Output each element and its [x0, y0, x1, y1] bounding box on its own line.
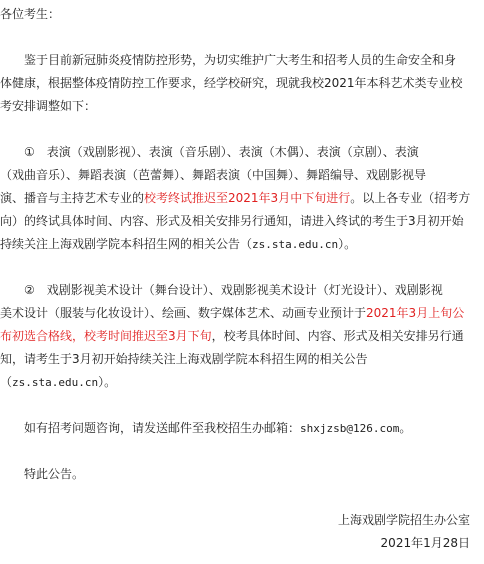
signature-org: 上海戏剧学院招生办公室 — [337, 513, 470, 527]
item2-highlight-b: 布初选合格线，校考时间推迟至3月下旬 — [0, 329, 212, 343]
item1-line-2: （戏曲音乐）、舞蹈表演（芭蕾舞）、舞蹈表演（中国舞）、舞蹈编导、戏剧影视导 — [0, 168, 427, 182]
contact-line — [0, 420, 411, 437]
item1-line-4: 向）的终试具体时间、内容、形式及相关安排另行通知，请进入终试的考生于3月初开始 — [0, 214, 464, 228]
item1-line-3-tail: 。以上各专业（招考方 — [350, 191, 471, 205]
contact-text: 如有招考问题咨询，请发送邮件至我校招生办邮箱： — [0, 421, 301, 435]
intro-line-3: 考安排调整如下： — [0, 99, 97, 113]
item2-line-3 — [0, 328, 464, 344]
intro-line-2: 体健康，根据整体疫情防控工作要求，经学校研究，现就我校2021年本科艺术类专业校 — [0, 76, 463, 90]
greeting: 各位考生： — [0, 7, 61, 21]
item2-line-4: 知，请考生于3月初开始持续关注上海戏剧学院本科招生网的相关公告 — [0, 352, 368, 366]
intro-line-1: 鉴于目前新冠肺炎疫情防控形势，为切实维护广大考生和招考人员的生命安全和身 — [0, 53, 457, 67]
item2-line-3-tail: ，校考具体时间、内容、形式及相关安排另行通 — [211, 329, 464, 343]
signature-date: 2021年1月28日 — [380, 536, 470, 550]
contact-tail: 。 — [399, 421, 412, 435]
item1-line-5-text: 持续关注上海戏剧学院本科招生网的相关公告（ — [0, 237, 253, 251]
item1-url-link[interactable]: zs.sta.edu.cn — [252, 238, 339, 251]
item1-highlight: 校考终试推迟至2021年3月中下旬进行 — [144, 191, 351, 205]
item2-line-5-tail: ）。 — [98, 375, 117, 389]
contact-email-link[interactable]: shxjzsb@126.com — [300, 422, 400, 435]
item1-line-3 — [0, 190, 470, 206]
item2-line-1: ② 戏剧影视美术设计（舞台设计）、戏剧影视美术设计（灯光设计）、戏剧影视 — [0, 283, 443, 297]
item1-line-3-text: 演、播音与主持艺术专业的 — [0, 191, 145, 205]
item2-line-5-open: （ — [0, 375, 13, 389]
item1-line-5-tail: ）。 — [338, 237, 357, 251]
closing-line: 特此公告。 — [0, 467, 85, 481]
item2-url-link[interactable]: zs.sta.edu.cn — [12, 376, 99, 389]
item2-line-2-text: 美术设计（服装与化妆设计）、绘画、数字媒体艺术、动画专业预计于 — [0, 306, 367, 320]
item2-line-5 — [0, 374, 116, 391]
item1-line-5 — [0, 236, 356, 253]
item2-highlight-a: 2021年3月上旬公 — [366, 306, 465, 320]
item2-line-2 — [0, 305, 464, 321]
item1-line-1: ① 表演（戏剧影视）、表演（音乐剧）、表演（木偶）、表演（京剧）、表演 — [0, 145, 419, 159]
